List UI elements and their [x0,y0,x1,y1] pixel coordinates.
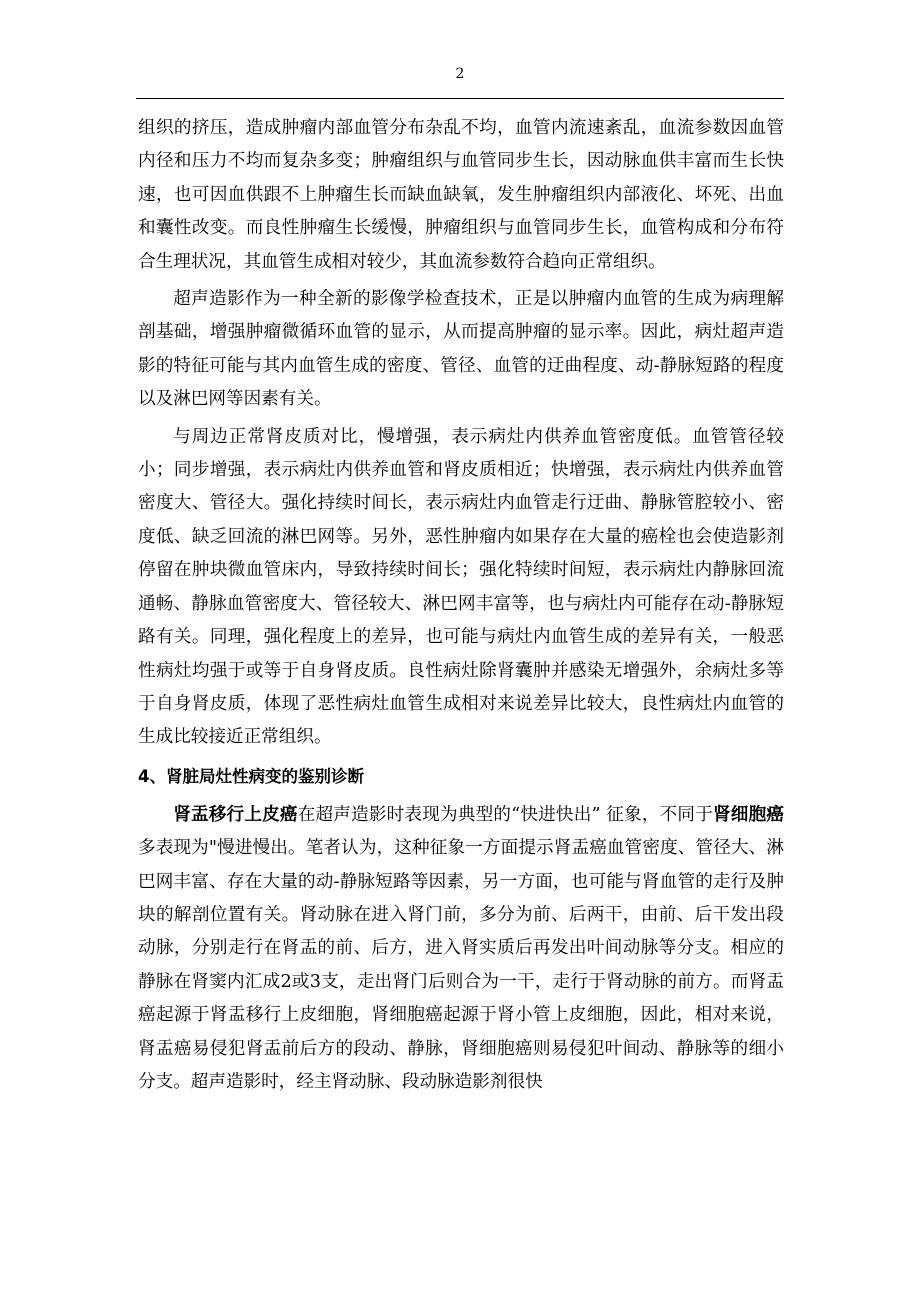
term-renal-cell-carcinoma: 肾细胞癌 [713,804,784,825]
paragraph-4 [138,799,784,1100]
section-heading: 4、肾脏局灶性病变的鉴别诊断 [138,766,364,786]
paragraph-2: 超声造影作为一种全新的影像学检查技术，正是以肿瘤内血管的生成为病理解剖基础，增强肿瘤微循环血管的显示，从而提高肿瘤的显示率。因此，病灶超声造影的特征可能与其内血管生成的密度、管径、血管的迂曲程度、动-静脉短路的程度以及淋巴网等因素有关。 [138,289,784,410]
paragraph-3: 与周边正常肾皮质对比，慢增强，表示病灶内供养血管密度低。血管管径较小；同步增强，表示病灶内供养血管和肾皮质相近；快增强，表示病灶内供养血管密度大、管径大。强化持续时间长，表示病灶内血管走行迂曲、静脉管腔较小、密度低、缺乏回流的淋巴网等。另外，恶性肿瘤内如果存在大量的癌栓也会使造影剂停留在肿块微血管床内，导致持续时间长；强化特续时间短，表示病灶内静脉回流通畅、静脉血管密度大、管径较大、淋巴网丰富等，也与病灶内可能存在动-静脉短路有关。同理，强化程度上的差异，也可能与病灶内血管生成的差异有关，一般恶性病灶均强于或等于自身肾皮质。良性病灶除肾囊肿并感染无增强外，余病灶多等于自身肾皮质，体现了恶性病灶血管生成相对来说差异比较大，良性病灶内血管的生成比较接近正常组织。 [138,426,784,748]
header-rule [136,98,784,99]
document-body [138,112,784,1099]
paragraph-1: 组织的挤压，造成肿瘤内部血管分布杂乱不均，血管内流速紊乱，血流参数因血管内径和压力不均而复杂多变；肿瘤组织与血管同步生长，因动脉血供丰富而生长快速，也可因血供跟不上肿瘤生长而缺血缺氧，发生肿瘤组织内部液化、坏死、出血和囊性改变。而良性肿瘤生长缓慢，肿瘤组织与血管同步生长，血管构成和分布符合生理状况，其血管生成相对较少，其血流参数符合趋向正常组织。 [138,118,784,272]
page-number: 2 [455,66,465,82]
paragraph-4-text-2: 多表现为"慢进慢出。笔者认为，这种征象一方面提示肾盂癌血管密度、管径大、淋巴网丰富、存在大量的动-静脉短路等因素，另一方面，也可能与肾血管的走行及肿块的解剖位置有关。肾动脉在进入肾门前，多分为前、后两干，由前、后干发出段动脉，分别走行在肾盂的前、后方，进入肾实质后再发出叶间动脉等分支。相应的静脉在肾窦内汇成2或3支，走出肾门后则合为一干，走行于肾动脉的前方。而肾盂癌起源于肾盂移行上皮细胞，肾细胞癌起源于肾小管上皮细胞，因此，相对来说，肾盂癌易侵犯肾盂前后方的段动、静脉，肾细胞癌则易侵犯叶间动、静脉等的细小分支。超声造影时，经主肾动脉、段动脉造影剂很快 [138,838,784,1092]
paragraph-4-text-1: 在超声造影时表现为典型的“快进快出” 征象，不同于 [297,804,714,825]
term-renal-pelvis-carcinoma: 肾盂移行上皮癌 [173,804,298,825]
